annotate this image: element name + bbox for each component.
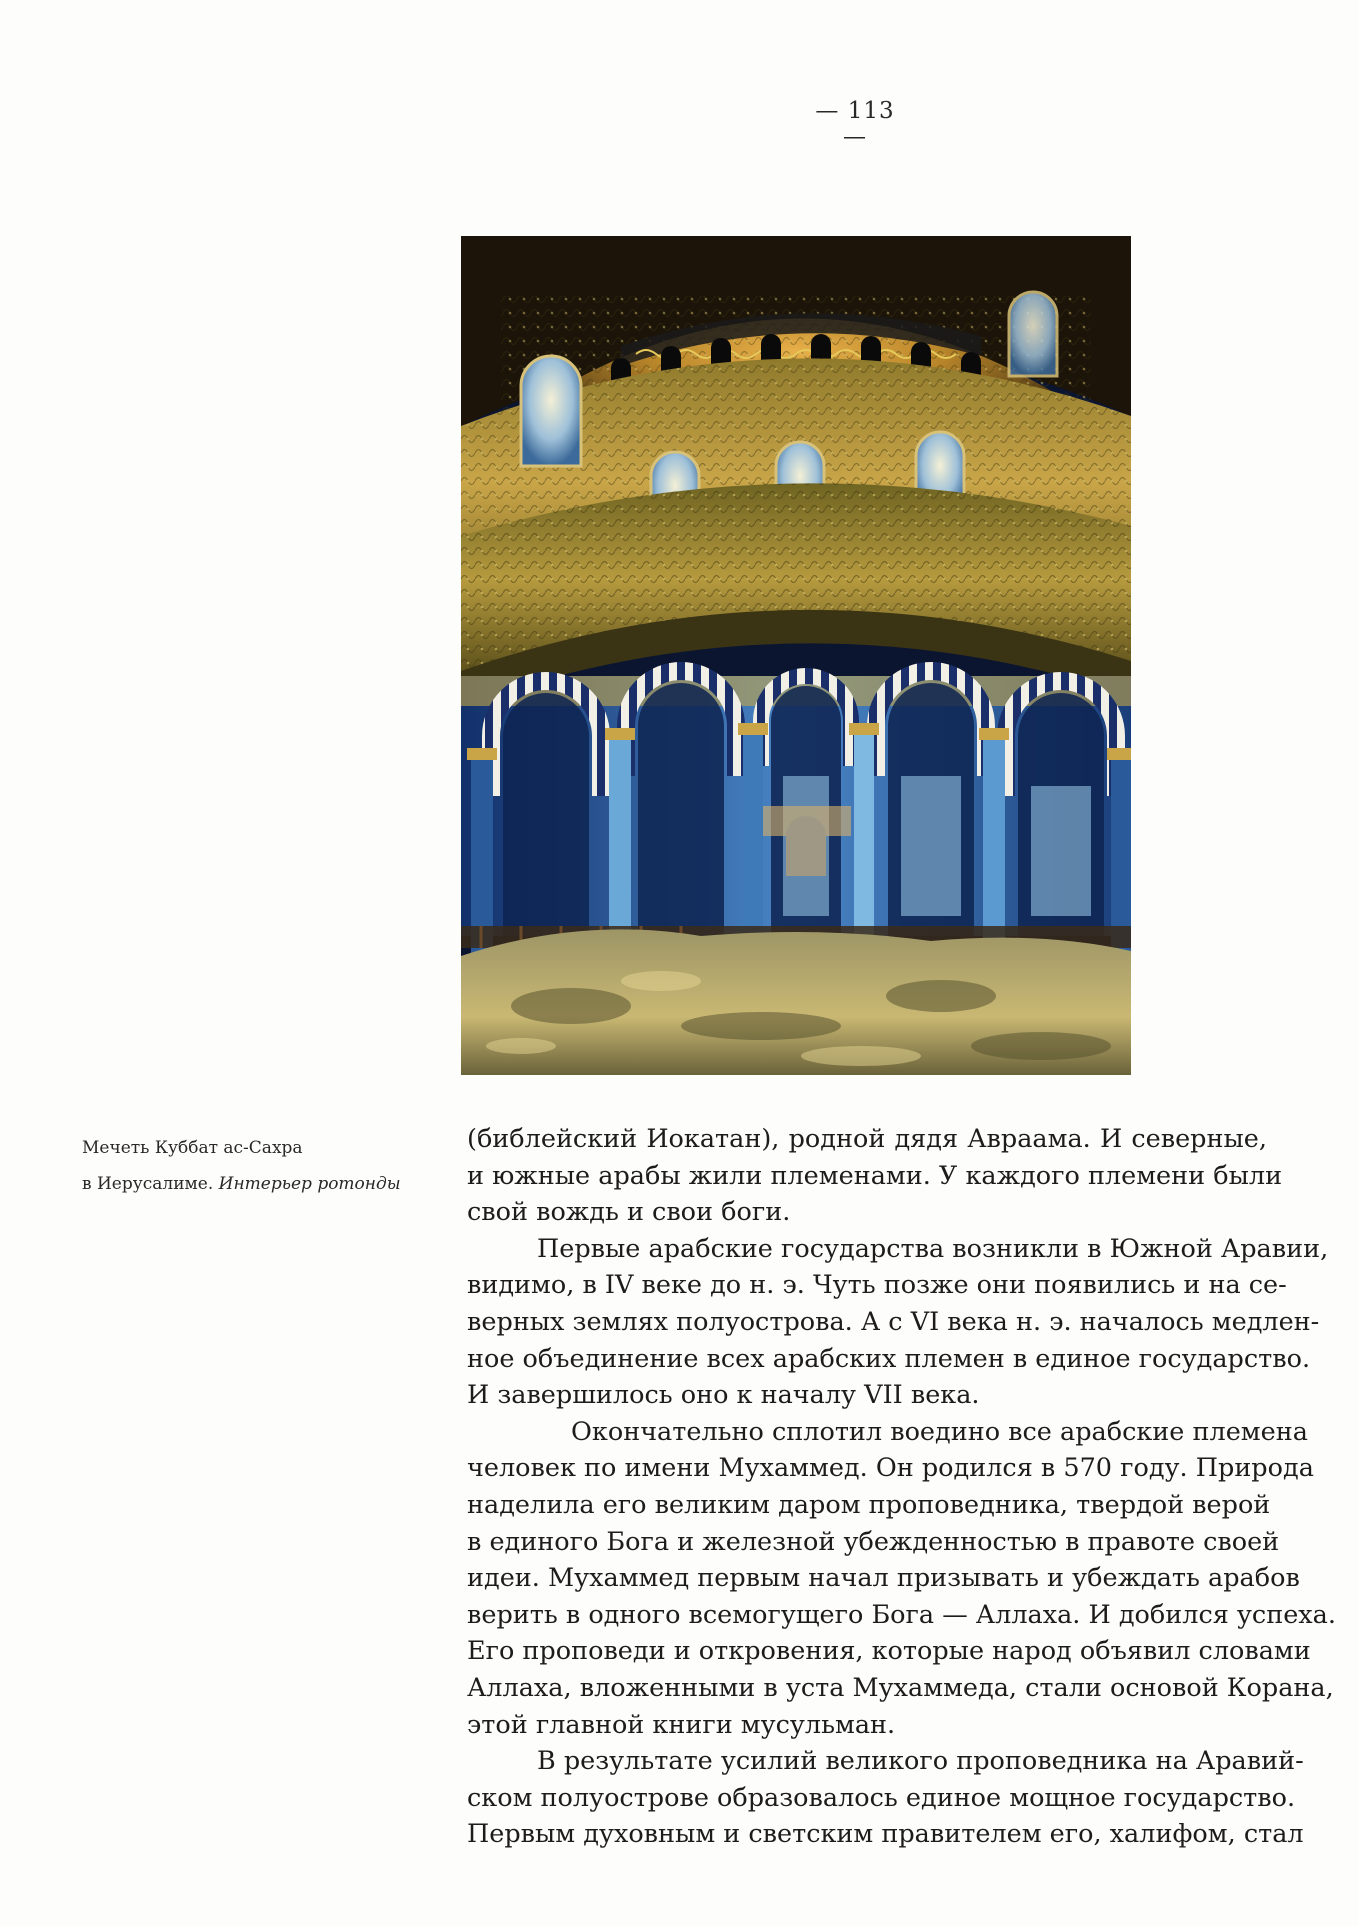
text-line: человек по имени Мухаммед. Он родился в 570 году. Природа <box>467 1453 1314 1484</box>
text-line: И завершилось оно к началу VII века. <box>467 1380 980 1411</box>
figure-caption <box>82 1130 412 1202</box>
text-line: наделила его великим даром проповедника, твердой верой <box>467 1489 1271 1520</box>
text-line: Первым духовным и светским правителем его, халифом, стал <box>467 1819 1304 1850</box>
text-line: идеи. Мухаммед первым начал призывать и убеждать арабов <box>467 1563 1300 1594</box>
text-line: Его проповеди и откровения, которые народ объявил словами <box>467 1636 1311 1667</box>
text-line: ском полуострове образовалось единое мощное государство. <box>467 1782 1296 1813</box>
mosque-interior-photo-icon <box>461 236 1131 1075</box>
caption-line-2 <box>82 1166 412 1202</box>
text-line: В результате усилий великого проповедника на Аравий- <box>537 1746 1304 1777</box>
caption-line-1: Мечеть Куббат ас-Сахра <box>82 1138 303 1158</box>
text-line: и южные арабы жили племенами. У каждого племени были <box>467 1160 1283 1191</box>
text-line: верить в одного всемогущего Бога — Аллаха. И добился успеха. <box>467 1599 1336 1630</box>
body-text <box>467 1121 1336 1853</box>
text-line: свой вождь и свои боги. <box>467 1197 791 1228</box>
text-line: Аллаха, вложенными в уста Мухаммеда, стали основой Корана, <box>467 1672 1334 1703</box>
text-line: в единого Бога и железной убежденностью в правоте своей <box>467 1526 1280 1557</box>
text-line: верных землях полуострова. А с VI века н. э. началось медлен- <box>467 1306 1320 1337</box>
text-line: Окончательно сплотил воедино все арабские племена <box>571 1416 1308 1447</box>
caption-line-2-plain: в Иерусалиме. <box>82 1174 214 1194</box>
text-line: Первые арабские государства возникли в Южной Аравии, <box>537 1233 1329 1264</box>
text-line: (библейский Иокатан), родной дядя Авраама. И северные, <box>467 1124 1267 1154</box>
text-line: ное объединение всех арабских племен в единое государство. <box>467 1343 1311 1374</box>
page-number: — 113 — <box>815 98 895 150</box>
caption-line-2-italic: Интерьер ротонды <box>218 1174 401 1194</box>
text-line: видимо, в IV веке до н. э. Чуть позже они появились и на се- <box>467 1270 1287 1301</box>
text-line: этой главной книги мусульман. <box>467 1709 896 1740</box>
photo-dome-of-the-rock-interior <box>461 236 1131 1075</box>
